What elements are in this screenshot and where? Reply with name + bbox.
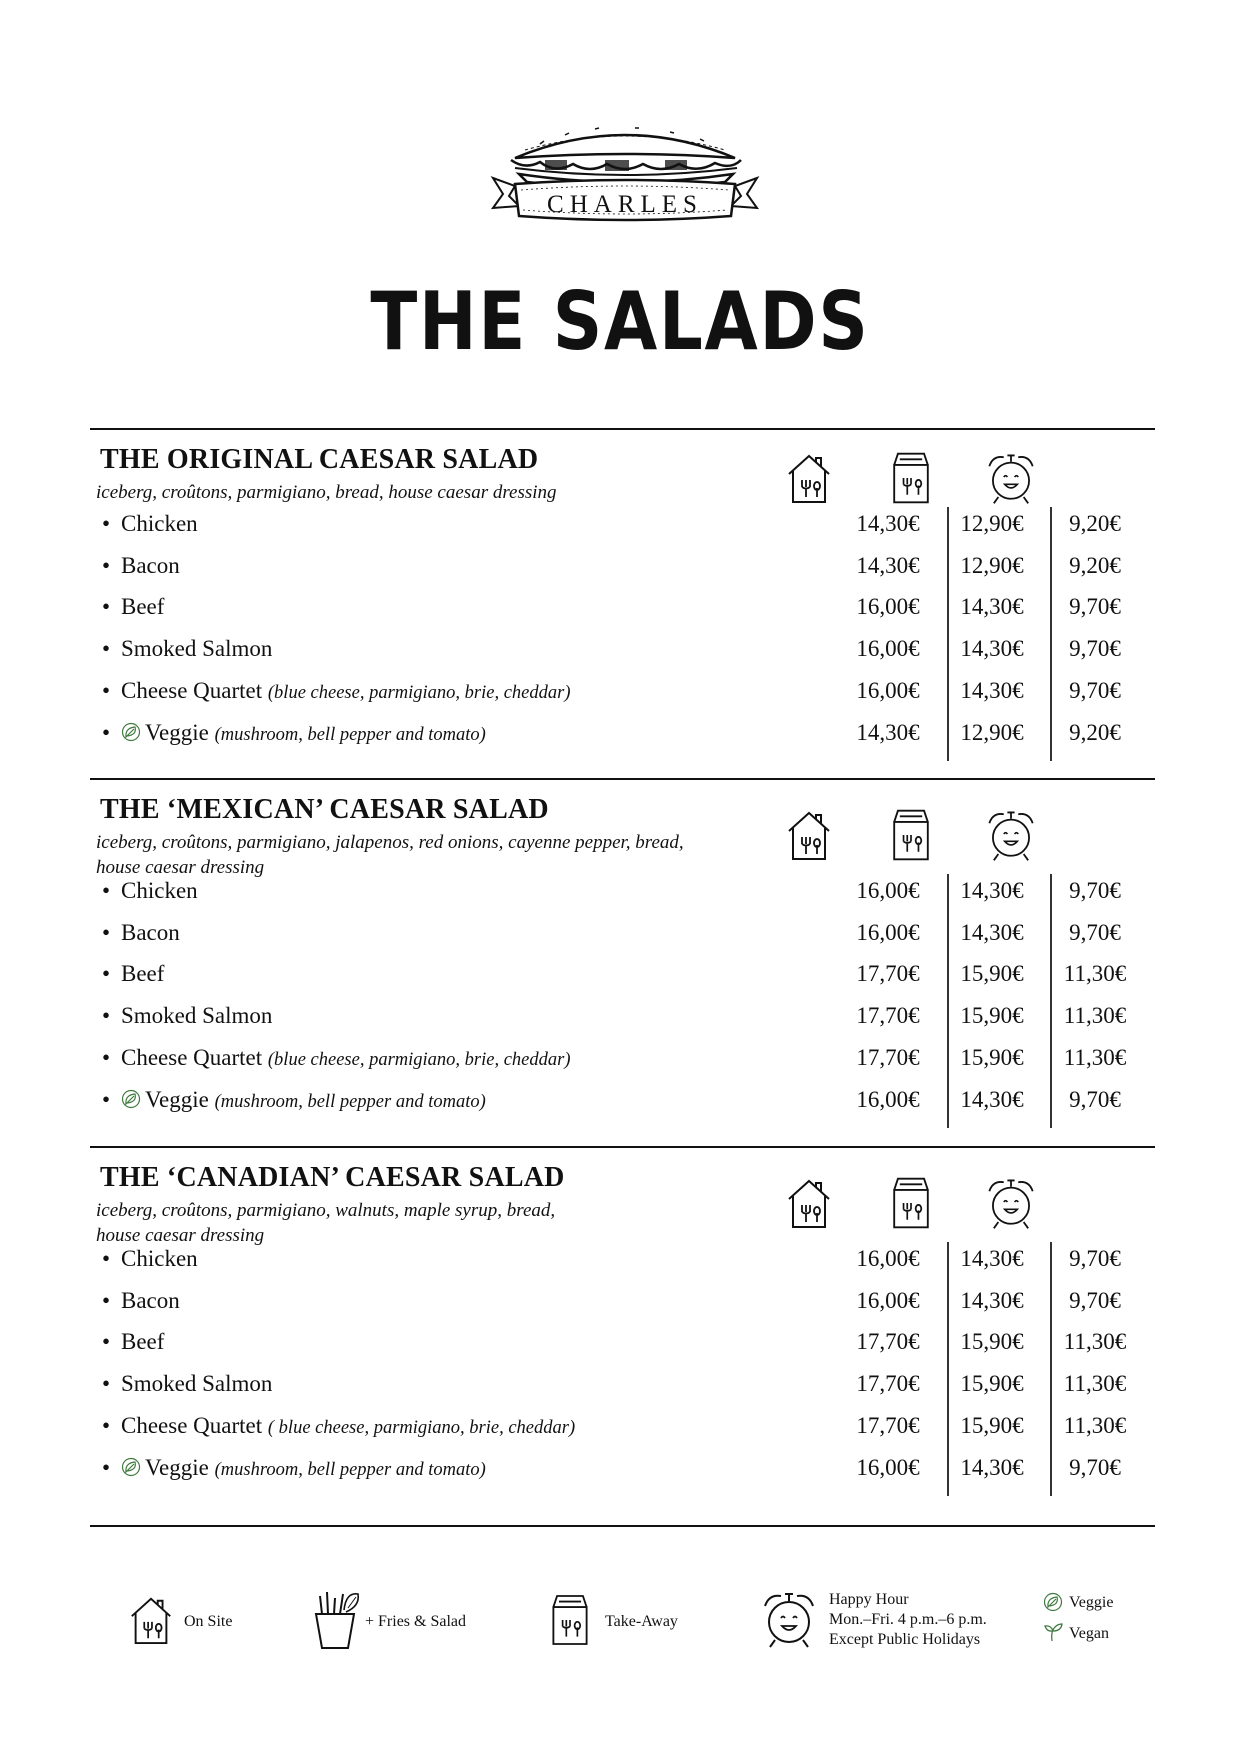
price-on-site: 14,30€ [856,511,920,536]
item-name-group [121,961,164,987]
menu-item-row [90,1003,1155,1043]
bullet: • [102,552,111,578]
price-happy-hour: 9,20€ [1069,719,1121,745]
price-happy-hour: 9,70€ [1069,919,1121,945]
takeaway-bag-icon [546,1590,594,1650]
happy-hour-note: Except Public Holidays [829,1631,981,1648]
alarm-clock-icon [980,450,1042,506]
price-on-site: 16,00€ [856,919,920,945]
menu-item-row [90,636,1155,676]
page-title: THE SALADS [370,275,870,368]
item-name: Smoked Salmon [121,636,273,662]
menu-item-row [90,720,1155,760]
price-take-away: 14,30€ [960,1287,1024,1313]
price-on-site: 17,70€ [856,1371,920,1397]
price-take-away: 12,90€ [960,511,1024,536]
price-on-site: 16,00€ [856,878,920,903]
item-name: Veggie [145,1454,209,1480]
bullet: • [102,1086,111,1112]
bullet: • [102,1371,111,1397]
price-take-away: 14,30€ [960,636,1024,662]
item-name-group [121,920,180,946]
happy-hour-times: Mon.–Fri. 4 p.m.–6 p.m. [829,1611,987,1628]
price-happy-hour: 9,70€ [1069,1246,1121,1271]
section-description: iceberg, croûtons, parmigiano, walnuts, maple syrup, bread, house caesar dressing [96,1200,556,1246]
price-happy-hour: 9,70€ [1069,594,1121,620]
item-name-group [121,1329,164,1355]
price-happy-hour: 9,70€ [1069,636,1121,662]
price-on-site: 14,30€ [856,552,920,578]
price-on-site: 16,00€ [856,1454,920,1480]
item-detail: (mushroom, bell pepper and tomato) [214,724,486,745]
item-name: Veggie [145,1086,209,1112]
item-detail: (mushroom, bell pepper and tomato) [214,1459,486,1480]
price-on-site: 17,70€ [856,1412,920,1438]
price-on-site: 16,00€ [856,636,920,662]
price-take-away: 14,30€ [960,594,1024,620]
bullet: • [102,1287,111,1313]
menu-item-row [90,511,1155,551]
bullet: • [102,1454,111,1480]
price-take-away: 15,90€ [960,1003,1024,1029]
bullet: • [102,719,111,745]
item-name-group [121,1045,571,1071]
item-name: Bacon [121,919,180,945]
item-name: Beef [121,594,165,620]
price-on-site: 17,70€ [856,1003,920,1029]
price-happy-hour: 9,20€ [1069,511,1121,536]
price-happy-hour: 11,30€ [1063,961,1127,987]
menu-item-row [90,961,1155,1001]
leaf-icon [121,1457,141,1477]
legend-take-away: Take-Away [605,1613,678,1630]
leaf-icon [1043,1592,1063,1612]
item-name-group [121,1288,180,1314]
menu-item-row [90,678,1155,718]
house-cutlery-icon [126,1593,176,1647]
item-detail: (blue cheese, parmigiano, brie, cheddar) [267,682,571,703]
menu-item-row [90,1288,1155,1328]
menu-item-row [90,1246,1155,1286]
item-name-group [121,678,571,704]
item-name: Veggie [145,719,209,745]
charles-logo [485,120,765,230]
price-happy-hour: 9,70€ [1069,878,1121,903]
price-on-site: 16,00€ [856,1086,920,1112]
item-name-group [121,1371,272,1397]
item-name: Beef [121,1329,165,1355]
price-happy-hour: 9,70€ [1069,1454,1121,1480]
section-description: iceberg, croûtons, parmigiano, bread, house caesar dressing [96,482,557,503]
takeaway-bag-icon [885,450,937,506]
price-take-away: 15,90€ [960,961,1024,987]
menu-item-row [90,878,1155,918]
price-on-site: 16,00€ [856,1246,920,1271]
bullet: • [102,1329,111,1355]
happy-hour-title: Happy Hour [829,1591,909,1608]
item-name-group [121,878,198,904]
menu-item-row [90,920,1155,960]
menu-item-row [90,1045,1155,1085]
item-detail: (blue cheese, parmigiano, brie, cheddar) [267,1049,571,1070]
bullet: • [102,878,111,903]
price-take-away: 15,90€ [960,1371,1024,1397]
alarm-clock-icon [757,1588,821,1650]
bullet: • [102,1246,111,1271]
bullet: • [102,961,111,987]
bullet: • [102,1003,111,1029]
item-name-group [121,553,180,579]
house-cutlery-icon [783,1175,835,1231]
legend-happy-hour [829,1590,987,1650]
price-on-site: 14,30€ [856,719,920,745]
bullet: • [102,594,111,620]
bullet: • [102,919,111,945]
legend-vegan: Vegan [1069,1625,1109,1642]
item-name-group [121,1413,575,1439]
price-take-away: 12,90€ [960,552,1024,578]
item-name: Chicken [121,878,198,903]
price-take-away: 14,30€ [960,677,1024,703]
logo-text: CHARLES [547,191,703,218]
item-name-group [121,1246,198,1272]
alarm-clock-icon [980,1175,1042,1231]
leaf-icon [121,722,141,742]
price-take-away: 14,30€ [960,919,1024,945]
price-on-site: 17,70€ [856,1044,920,1070]
price-on-site: 16,00€ [856,594,920,620]
house-cutlery-icon [783,450,835,506]
menu-item-row [90,594,1155,634]
item-name-group [121,720,486,746]
legend-veggie: Veggie [1069,1594,1114,1611]
legend-on-site: On Site [184,1613,233,1630]
item-name: Cheese Quartet [121,1412,263,1438]
section-description: iceberg, croûtons, parmigiano, jalapenos, red onions, cayenne pepper, bread, house caesar dressing [96,832,684,878]
item-detail: (mushroom, bell pepper and tomato) [214,1091,486,1112]
price-take-away: 15,90€ [960,1329,1024,1355]
price-happy-hour: 11,30€ [1063,1003,1127,1029]
item-name: Beef [121,961,165,987]
price-happy-hour: 9,70€ [1069,677,1121,703]
item-name-group [121,636,272,662]
item-name-group [121,1003,272,1029]
item-name-group [121,511,198,537]
bullet: • [102,1412,111,1438]
takeaway-bag-icon [885,1175,937,1231]
legend-fries-salad: + Fries & Salad [365,1613,467,1630]
item-name: Bacon [121,1287,180,1313]
section-title: THE ‘CANADIAN’ CAESAR SALAD [100,1162,565,1193]
price-take-away: 14,30€ [960,1246,1024,1271]
item-name-group [121,1087,486,1113]
item-name: Cheese Quartet [121,677,263,703]
bullet: • [102,1044,111,1070]
takeaway-bag-icon [885,807,937,863]
item-name-group [121,1455,486,1481]
menu-item-row [90,1329,1155,1369]
price-take-away: 14,30€ [960,1086,1024,1112]
menu-item-row [90,1087,1155,1127]
fries-cup-icon [310,1588,362,1650]
bullet: • [102,677,111,703]
price-happy-hour: 11,30€ [1063,1412,1127,1438]
price-happy-hour: 11,30€ [1063,1329,1127,1355]
item-name: Cheese Quartet [121,1044,263,1070]
price-take-away: 15,90€ [960,1044,1024,1070]
menu-item-row [90,1455,1155,1495]
leaf-icon [121,1089,141,1109]
house-cutlery-icon [783,807,835,863]
price-happy-hour: 9,70€ [1069,1086,1121,1112]
section-title: THE ‘MEXICAN’ CAESAR SALAD [100,794,549,825]
section-title: THE ORIGINAL CAESAR SALAD [100,444,539,475]
menu-item-row [90,1413,1155,1453]
price-on-site: 16,00€ [856,677,920,703]
bullet: • [102,636,111,662]
item-detail: ( blue cheese, parmigiano, brie, cheddar) [267,1417,576,1438]
menu-item-row [90,553,1155,593]
price-take-away: 12,90€ [960,719,1024,745]
item-name: Chicken [121,511,198,536]
menu-section [90,778,1155,1148]
price-happy-hour: 9,70€ [1069,1287,1121,1313]
price-happy-hour: 11,30€ [1063,1371,1127,1397]
price-take-away: 15,90€ [960,1412,1024,1438]
price-on-site: 17,70€ [856,1329,920,1355]
sandwich-logo-icon [485,120,765,230]
price-happy-hour: 11,30€ [1063,1044,1127,1070]
price-take-away: 14,30€ [960,1454,1024,1480]
item-name: Chicken [121,1246,198,1271]
alarm-clock-icon [980,807,1042,863]
item-name-group [121,594,164,620]
item-name: Smoked Salmon [121,1003,273,1029]
menu-section [90,1146,1155,1527]
price-take-away: 14,30€ [960,878,1024,903]
price-on-site: 17,70€ [856,961,920,987]
bullet: • [102,511,111,536]
sprout-icon [1043,1622,1063,1642]
price-on-site: 16,00€ [856,1287,920,1313]
item-name: Bacon [121,552,180,578]
menu-section [90,428,1155,780]
price-happy-hour: 9,20€ [1069,552,1121,578]
menu-item-row [90,1371,1155,1411]
item-name: Smoked Salmon [121,1371,273,1397]
